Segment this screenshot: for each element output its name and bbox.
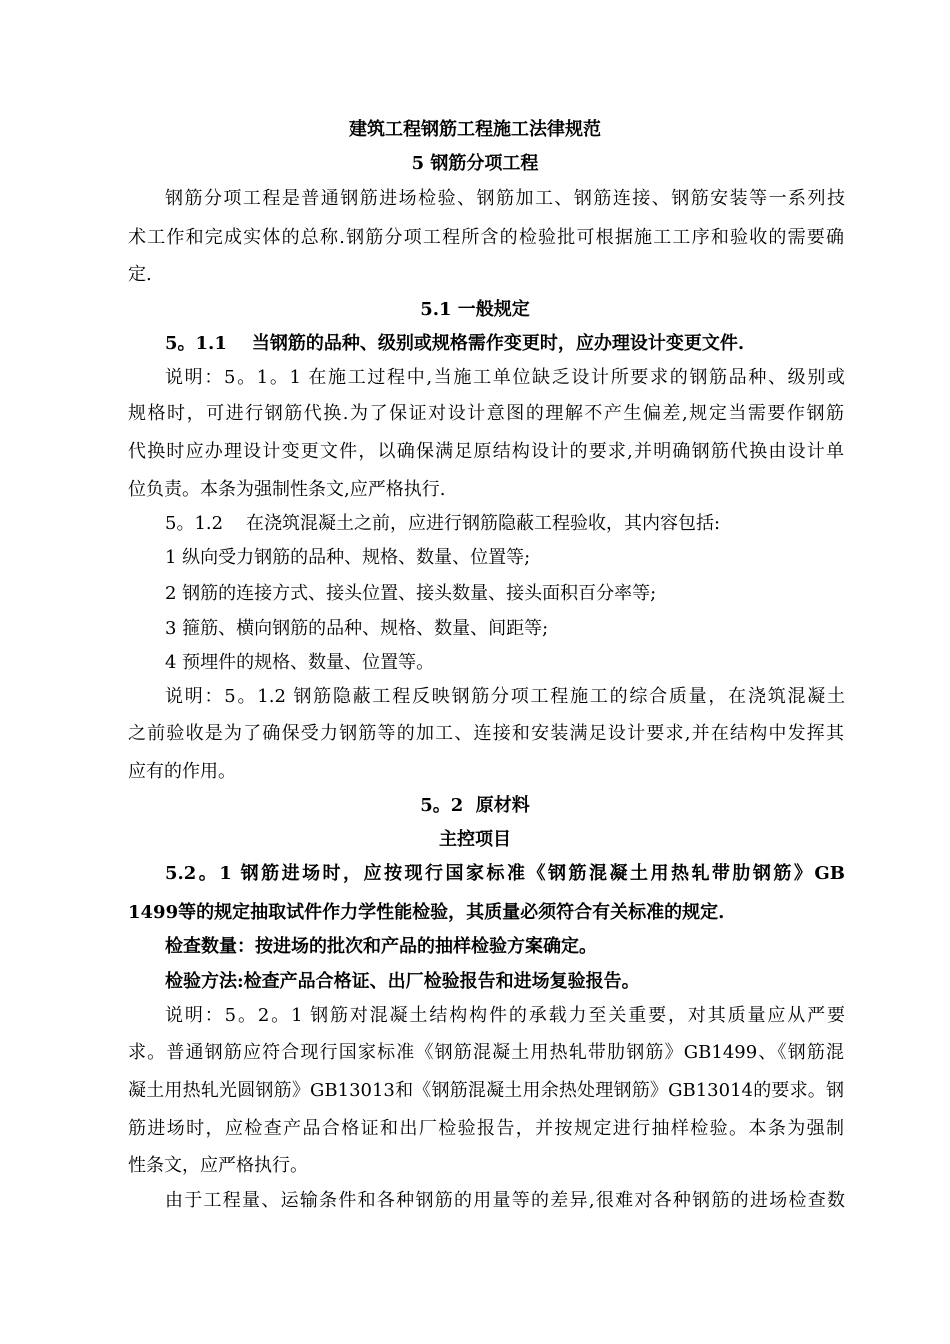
note-line: 求。普通钢筋应符合现行国家标准《钢筋混凝土用热轧带肋钢筋》GB1499、《钢筋混	[128, 1042, 844, 1063]
intro-line: 钢筋分项工程是普通钢筋进场检验、钢筋加工、钢筋连接、钢筋安装等一系列技	[165, 188, 845, 209]
note-line: 代换时应办理设计变更文件，以确保满足原结构设计的要求,并明确钢筋代换由设计单	[128, 441, 844, 462]
list-item: 1 纵向受力钢筋的品种、规格、数量、位置等;	[165, 547, 531, 568]
note-line: 应有的作用。	[128, 761, 236, 782]
note-line: 凝土用热轧光圆钢筋》GB13013和《钢筋混凝土用余热处理钢筋》GB13014的要求。钢	[128, 1080, 844, 1101]
intro-line: 定.	[128, 264, 152, 285]
chapter-heading: 5 钢筋分项工程	[411, 153, 539, 174]
check-quantity: 检查数量：按进场的批次和产品的抽样检验方案确定。	[165, 936, 597, 957]
section-heading-5-2: 5。2 原材料	[420, 795, 530, 816]
note-line: 说明：5。1.2 钢筋隐蔽工程反映钢筋分项工程施工的综合质量，在浇筑混凝土	[165, 686, 845, 707]
section-heading-5-1: 5.1 一般规定	[420, 299, 530, 320]
note-line: 位负责。本条为强制性条文,应严格执行.	[128, 479, 446, 500]
note-line: 性条文，应严格执行。	[128, 1155, 308, 1176]
article-5-2-1: 5.2。1 钢筋进场时，应按现行国家标准《钢筋混凝土用热轧带肋钢筋》GB	[165, 863, 845, 884]
list-item: 4 预埋件的规格、数量、位置等。	[165, 652, 435, 673]
note-line: 筋进场时，应检查产品合格证和出厂检验报告，并按规定进行抽样检验。本条为强制	[128, 1118, 844, 1139]
note-line: 说明：5。2。1 钢筋对混凝土结构构件的承载力至关重要，对其质量应从严要	[165, 1005, 845, 1026]
list-item: 3 箍筋、横向钢筋的品种、规格、数量、间距等;	[165, 618, 549, 639]
document-title: 建筑工程钢筋工程施工法律规范	[349, 119, 601, 140]
subsection-heading: 主控项目	[439, 829, 511, 850]
list-item: 2 钢筋的连接方式、接头位置、接头数量、接头面积百分率等;	[165, 583, 657, 604]
note-line: 说明：5。1。1 在施工过程中,当施工单位缺乏设计所要求的钢筋品种、级别或	[165, 367, 845, 388]
article-5-2-1: 1499等的规定抽取试件作力学性能检验，其质量必须符合有关标准的规定.	[128, 902, 725, 923]
check-method: 检验方法:检查产品合格证、出厂检验报告和进场复验报告。	[165, 971, 640, 992]
note-line: 规格时，可进行钢筋代换.为了保证对设计意图的理解不产生偏差,规定当需要作钢筋	[128, 403, 844, 424]
article-5-1-1: 5。1.1 当钢筋的品种、级别或规格需作变更时，应办理设计变更文件.	[165, 333, 745, 354]
paragraph-line: 由于工程量、运输条件和各种钢筋的用量等的差异,很难对各种钢筋的进场检查数	[165, 1190, 845, 1211]
intro-line: 术工作和完成实体的总称.钢筋分项工程所含的检验批可根据施工工序和验收的需要确	[128, 227, 844, 248]
note-line: 之前验收是为了确保受力钢筋等的加工、连接和安装满足设计要求,并在结构中发挥其	[128, 723, 844, 744]
article-5-1-2: 5。1.2 在浇筑混凝土之前，应进行钢筋隐蔽工程验收，其内容包括:	[165, 513, 721, 534]
